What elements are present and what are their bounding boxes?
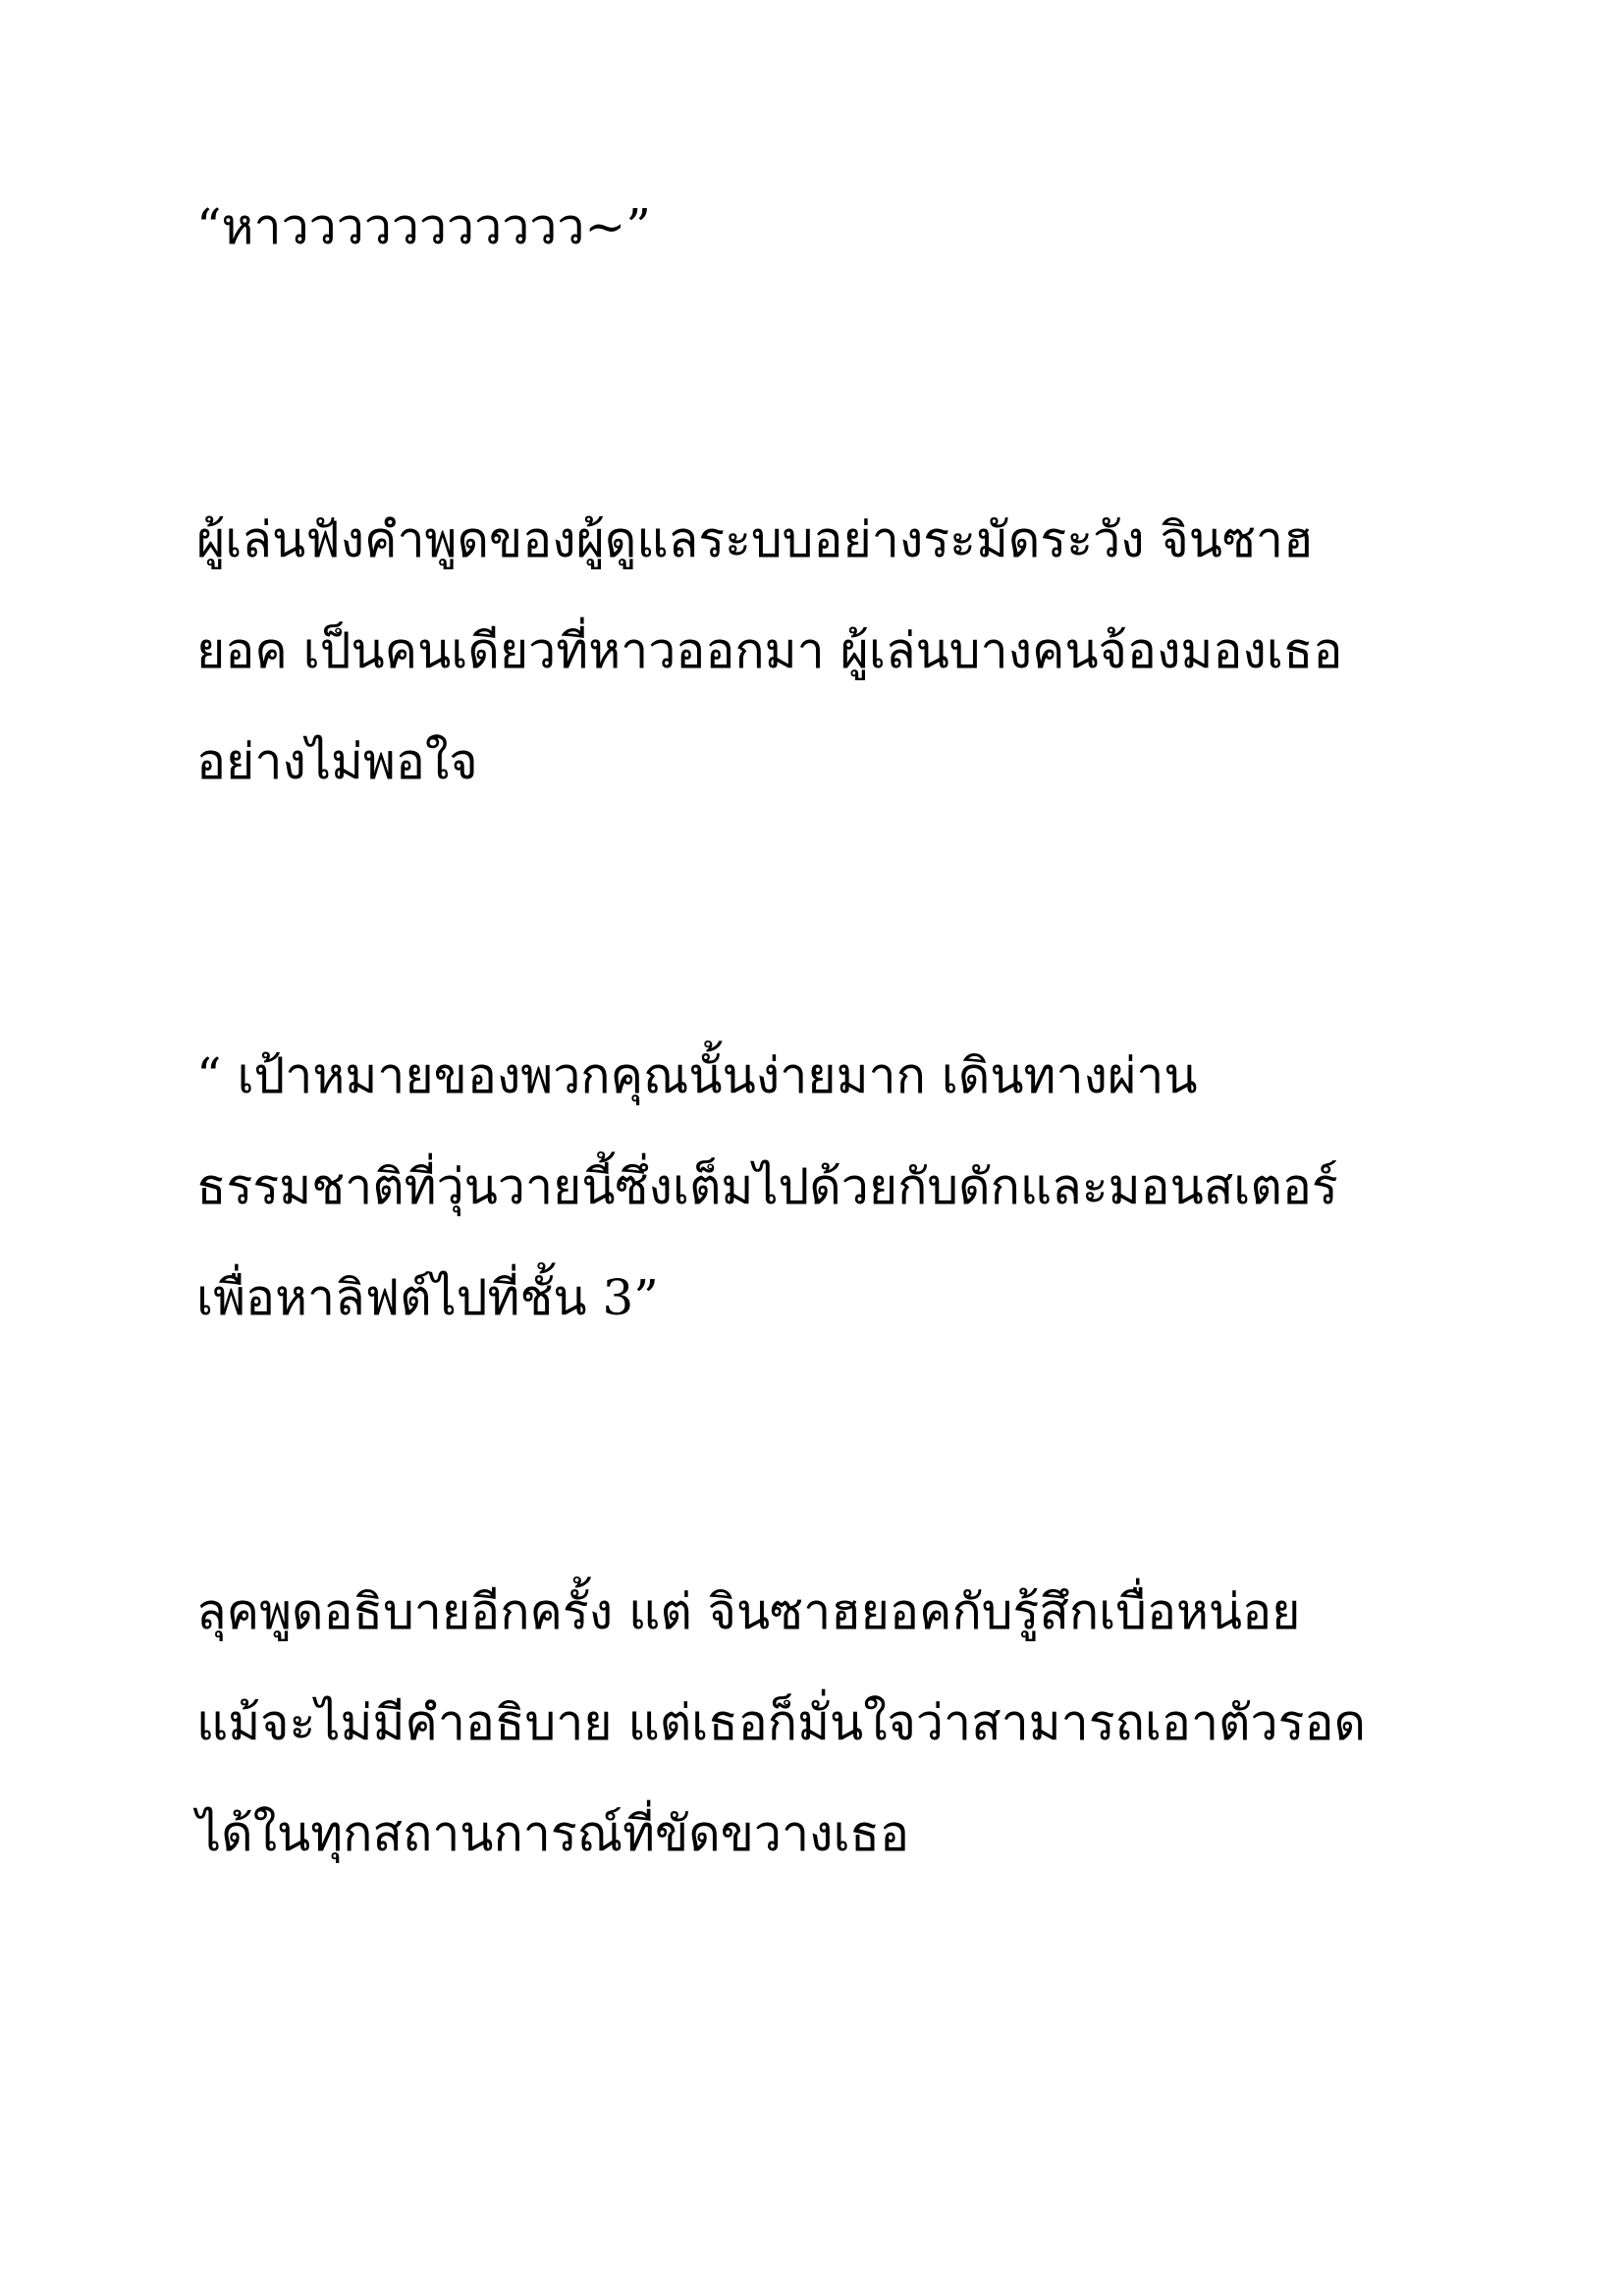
text-line: อย่างไม่พอใจ [196,733,478,790]
text-line: ลุคพูดอธิบายอีกครั้ง แต่ จินซาฮยอคกับรู้สึกเบื่อหน่อย [196,1583,1301,1640]
text-line: “ เป้าหมายของพวกคุณนั้นง่ายมาก เดินทางผ่าน [196,1047,1198,1104]
paragraph-goal-quote [196,1021,1434,1354]
text-line: เพื่อหาลิฟต์ไปที่ชั้น 3” [196,1269,659,1326]
text-line: แม้จะไม่มีคำอธิบาย แต่เธอก็มั่นใจว่าสามารถเอาตัวรอด [196,1694,1366,1751]
text-line: “หาววววววววววว~” [196,198,651,255]
paragraph-explanation [196,1557,1434,1890]
text-line: ผู้เล่นฟังคำพูดของผู้ดูแลระบบอย่างระมัดระวัง จินซาฮ [196,511,1314,568]
paragraph-yawn [196,172,1434,283]
paragraph-players-listen [196,485,1434,818]
text-line: ธรรมชาติที่วุ่นวายนี้ซึ่งเต็มไปด้วยกับดักและมอนสเตอร์ [196,1158,1338,1215]
text-line: ยอค เป็นคนเดียวที่หาวออกมา ผู้เล่นบางคนจ้องมองเธอ [196,622,1343,679]
text-line: ได้ในทุกสถานการณ์ที่ขัดขวางเธอ [196,1805,910,1862]
